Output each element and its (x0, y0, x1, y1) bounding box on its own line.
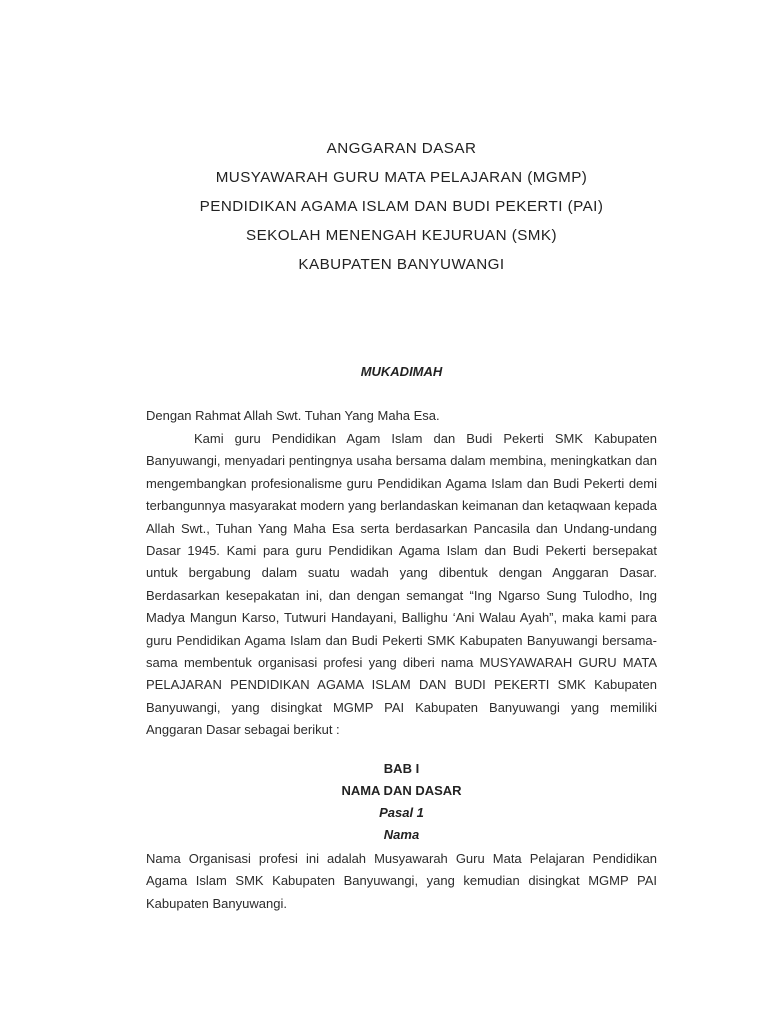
article-paragraph: Nama Organisasi profesi ini adalah Musyawarah Guru Mata Pelajaran Pendidikan Agama Islam SMK Kabupaten Banyuwangi, yang kemudian disingkat MGMP PAI Kabupaten Banyuwangi. (146, 851, 657, 911)
title-line-5: KABUPATEN BANYUWANGI (298, 256, 505, 273)
chapter-number: BAB I (383, 761, 420, 776)
opening-sentence: Dengan Rahmat Allah Swt. Tuhan Yang Maha Esa. (146, 408, 440, 423)
title-line-4: SEKOLAH MENENGAH KEJURUAN (SMK) (246, 227, 557, 244)
title-line-3: PENDIDIKAN AGAMA ISLAM DAN BUDI PEKERTI (PAI) (199, 198, 604, 215)
title-line-1: ANGGARAN DASAR (326, 140, 477, 157)
article-number: Pasal 1 (379, 805, 424, 820)
mukadimah-heading: MUKADIMAH (360, 364, 443, 379)
chapter-title: NAMA DAN DASAR (341, 783, 462, 798)
article-title: Nama (383, 827, 420, 842)
title-line-2: MUSYAWARAH GURU MATA PELAJARAN (MGMP) (215, 169, 588, 186)
document-title (0, 134, 768, 279)
mukadimah-paragraph: Kami guru Pendidikan Agam Islam dan Budi Pekerti SMK Kabupaten Banyuwangi, menyadari pentingnya usaha bersama dalam membina, meningkatkan dan mengembangkan profesionalisme guru Pendidikan Agama Islam dan Budi Pekerti demi terbangunnya masyarakat modern yang berlandaskan keimanan dan ketaqwaan kepada Allah Swt., Tuhan Yang Maha Esa serta berdasarkan Pancasila dan Undang-undang Dasar 1945. Kami para guru Pendidikan Agama Islam dan Budi Pekerti bersepakat untuk bergabung dalam suatu wadah yang dibentuk dengan Anggaran Dasar. Berdasarkan kesepakatan ini, dan dengan semangat “Ing Ngarso Sung Tulodho, Ing Madya Mangun Karso, Tutwuri Handayani, Ballighu ‘Ani Walau Ayah”, maka kami para guru Pendidikan Agama Islam dan Budi Pekerti SMK Kabupaten Banyuwangi bersama-sama membentuk organisasi profesi yang diberi nama MUSYAWARAH GURU MATA PELAJARAN PENDIDIKAN AGAMA ISLAM DAN BUDI PEKERTI SMK Kabupaten Banyuwangi, yang disingkat MGMP PAI Kabupaten Banyuwangi yang memiliki Anggaran Dasar sebagai berikut : (146, 431, 657, 738)
